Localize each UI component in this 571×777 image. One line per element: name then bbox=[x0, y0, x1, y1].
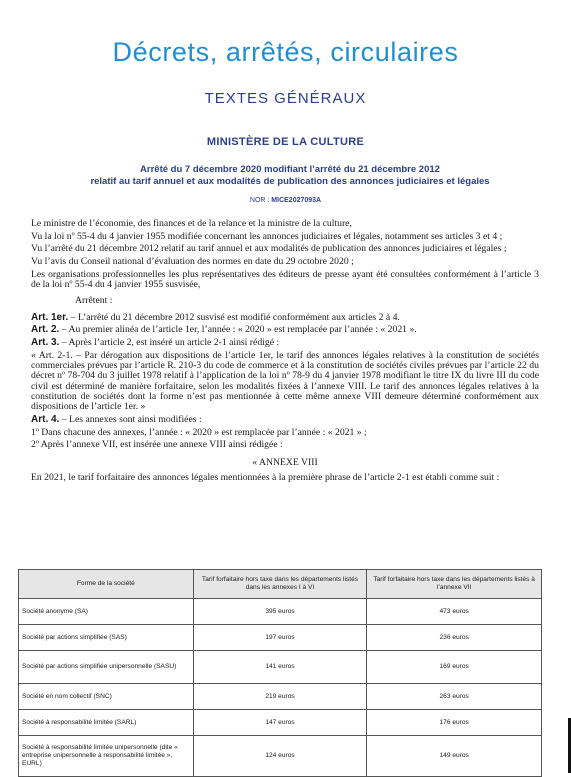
subsection-title: TEXTES GÉNÉRAUX bbox=[204, 90, 367, 107]
paragraph-organisations: Les organisations professionnelles les plus représentatives des éditeurs de presse ayant été consultées conformément à l’article 3 de la loi nº 55-4 du 4 janvier 1955 susvisée, bbox=[31, 268, 539, 291]
company-form-cell: Société à responsabilité limitée unipersonnelle (dite « entreprise unipersonnelle à responsabilité limitée », EURL) bbox=[19, 736, 194, 777]
tariff-cell: 236 euros bbox=[367, 625, 542, 651]
table-row bbox=[19, 736, 542, 777]
article-3 bbox=[31, 338, 539, 348]
article-1-label: Art. 1er. bbox=[31, 311, 69, 323]
nor-reference bbox=[0, 197, 571, 204]
tariff-cell: 149 euros bbox=[367, 736, 542, 777]
ministry-title: MINISTÈRE DE LA CULTURE bbox=[206, 136, 365, 148]
annex-title: « ANNEXE VIII bbox=[252, 456, 318, 468]
tariff-cell: 473 euros bbox=[367, 599, 542, 625]
article-2 bbox=[31, 325, 539, 335]
tariff-cell: 219 euros bbox=[193, 684, 367, 710]
table-row bbox=[19, 684, 542, 710]
column-header: Tarif forfaitaire hors taxe dans les départements listés à l’annexe VII bbox=[367, 570, 542, 599]
tariff-cell: 141 euros bbox=[193, 651, 367, 684]
tariff-cell: 395 euros bbox=[193, 599, 367, 625]
decree-body bbox=[31, 219, 539, 486]
company-form-cell: Société par actions simplifiée unipersonnelle (SASU) bbox=[19, 651, 194, 684]
company-form-cell: Société à responsabilité limitée (SARL) bbox=[19, 710, 194, 736]
article-1 bbox=[31, 313, 539, 323]
decree-title-line1: Arrêté du 7 décembre 2020 modifiant l’arrêté du 21 décembre 2012 bbox=[140, 164, 440, 175]
article-4-text: – Les annexes sont ainsi modifiées : bbox=[59, 413, 202, 425]
article-2-label: Art. 2. bbox=[31, 324, 60, 336]
column-header: Forme de la société bbox=[19, 570, 194, 599]
company-form-cell: Société anonyme (SA) bbox=[19, 599, 194, 625]
arretent: Arrêtent : bbox=[75, 295, 113, 307]
table-row bbox=[19, 625, 542, 651]
company-form-cell: Société en nom collectif (SNC) bbox=[19, 684, 194, 710]
table-row bbox=[19, 710, 542, 736]
paragraph-vu-loi: Vu la loi nº 55-4 du 4 janvier 1955 modifiée concernant les annonces judiciaires et légales, notamment ses articles 3 et 4 ; bbox=[31, 230, 503, 242]
article-4-label: Art. 4. bbox=[31, 413, 60, 425]
paragraph-vu-avis: Vu l’avis du Conseil national d’évaluation des normes en date du 29 octobre 2020 ; bbox=[31, 256, 354, 268]
article-3-text: – Après l’article 2, est inséré un article 2-1 ainsi rédigé : bbox=[59, 337, 280, 349]
table-row bbox=[19, 651, 542, 684]
column-header: Tarif forfaitaire hors taxe dans les départements listés dans les annexes I à VI bbox=[193, 570, 367, 599]
section-title: Décrets, arrêtés, circulaires bbox=[112, 37, 459, 67]
tariff-cell: 147 euros bbox=[193, 710, 367, 736]
company-form-cell: Société par actions simplifiée (SAS) bbox=[19, 625, 194, 651]
table-header-row bbox=[19, 570, 542, 599]
tariff-table bbox=[18, 569, 542, 777]
paragraph-ministers: Le ministre de l’économie, des finances et de la relance et la ministre de la culture, bbox=[31, 218, 352, 229]
annex-intro: En 2021, le tarif forfaitaire des annonces légales mentionnées à la première phrase de l’article 2-1 est établi comme suit : bbox=[31, 471, 500, 483]
decree-title bbox=[70, 164, 510, 188]
paragraph-vu-arrete: Vu l’arrêté du 21 décembre 2012 relatif au tarif annuel et aux modalités de publication des annonces judiciaires et légales ; bbox=[31, 243, 507, 255]
list-item-1: 1º Dans chacune des annexes, l’année : « 2020 » est remplacée par l’année : « 2021 » ; bbox=[31, 426, 367, 438]
nor-value: MICE2027093A bbox=[271, 197, 322, 204]
article-3-label: Art. 3. bbox=[31, 337, 60, 349]
tariff-cell: 124 euros bbox=[193, 736, 367, 777]
tariff-cell: 176 euros bbox=[367, 710, 542, 736]
list-item-2: 2º Après l’annexe VII, est insérée une annexe VIII ainsi rédigée : bbox=[31, 439, 283, 451]
tariff-cell: 169 euros bbox=[367, 651, 542, 684]
table-row bbox=[19, 599, 542, 625]
decree-title-line2: relatif au tarif annuel et aux modalités de publication des annonces judiciaires et légales bbox=[90, 176, 490, 187]
nor-label: NOR : bbox=[249, 197, 270, 204]
tariff-cell: 263 euros bbox=[367, 684, 542, 710]
article-4 bbox=[31, 415, 539, 425]
article-1-text: – L’arrêté du 21 décembre 2012 susvisé est modifié conformément aux articles 2 à 4. bbox=[68, 311, 400, 323]
tariff-cell: 197 euros bbox=[193, 625, 367, 651]
article-2-1-text: « Art. 2-1. – Par dérogation aux dispositions de l’article 1er, le tarif des annonces légales relatives à la constitution de sociétés commerciales prévues par l’article R. 210-3 du code de commerce et à la constitution de sociétés civiles prévues par l’article 22 du décret nº 78-704 du 3 juillet 1978 relatif à l’application de la loi nº 78-9 du 4 janvier 1978 modifiant le titre IX du livre III du code civil est déterminé de manière forfaitaire, selon les modalités fixées à l’annexe VIII. Le tarif des annonces légales relatives à la constitution de sociétés dont la forme n’est pas mentionnée à cette même annexe VIII demeure déterminé conformément aux dispositions de l’article 1er. » bbox=[31, 349, 539, 413]
article-2-text: – Au premier alinéa de l’article 1er, l’année : « 2020 » est remplacée par l’année : « 2021 ». bbox=[59, 324, 417, 336]
